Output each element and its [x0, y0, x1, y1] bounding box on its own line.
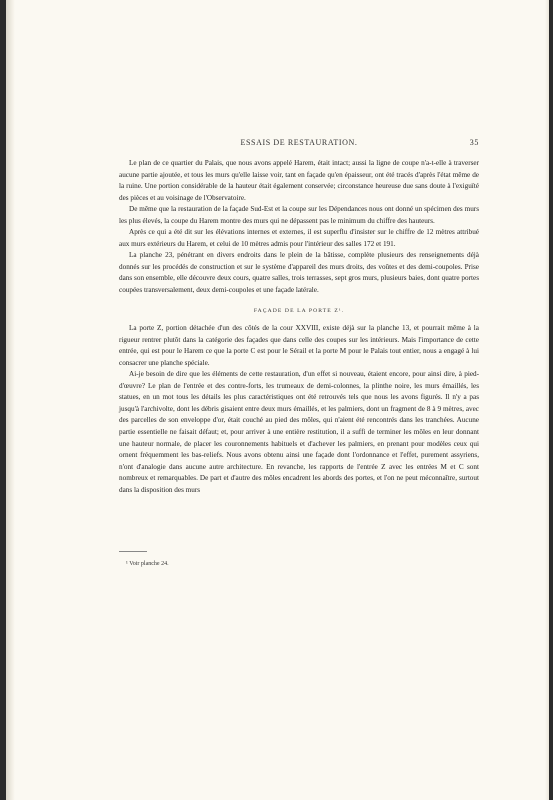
paragraph: Après ce qui a été dit sur les élévations internes et externes, il est superflu d'insister sur le chiffre de 12 mètres attribué aux murs extérieurs du Harem, et celui de 10 mètres admis pour l'intérieur des salles 172 et 191. — [119, 228, 479, 248]
book-page — [6, 0, 549, 800]
paragraph: Ai-je besoin de dire que les éléments de cette restauration, d'un effet si nouveau, étaient encore, pour ainsi dire, à pied-d'œuvre? Le plan de l'entrée et des contre-forts, les trumeaux de demi-colonnes, la plinthe noire, les murs émaillés, les statues, en un mot tous les détails les plus caractéristiques ont été retrouvés tels que nous les avons figurés. Il n'y a pas jusqu'à l'archivolte, dont les débris gisaient entre deux murs émaillés, et les palmiers, dont un fragment de 8 à 9 mètres, avec des parcelles de son enveloppe d'or, était couché au pied des môles, qui n'aient été rencontrés dans les tranchées. Aucune partie essentielle ne faisait défaut; et, pour arriver à une entière restitution, il a suffi de terminer les môles en leur donnant une hauteur normale, de placer les couronnements habituels et d'achever les palmiers, en prenant pour modèles ceux qui ornent fréquemment les bas-reliefs. Nous avons obtenu ainsi une façade dont l'ordonnance et l'effet, purement assyriens, n'ont d'analogie dans aucune autre architecture. En revanche, les rapports de l'entrée Z avec les entrées M et C sont nombreux et remarquables. De part et d'autre des môles encadrent les abords des portes, et l'on ne peut méconnaître, surtout dans la disposition des murs — [119, 370, 479, 494]
running-head — [119, 137, 479, 149]
paragraph: De même que la restauration de la façade Sud-Est et la coupe sur les Dépendances nous ont donné un spécimen des murs les plus élevés, la coupe du Harem montre des murs qui ne dépassent pas le minimum du chiffre des hauteurs. — [119, 205, 479, 225]
paragraph: Le plan de ce quartier du Palais, que nous avons appelé Harem, était intact; aussi la ligne de coupe n'a-t-elle à traverser aucune partie ajoutée, et tous les murs qu'elle laisse voir, tant en façade qu'en épaisseur, ont été tracés d'après l'état même de la ruine. Une portion considérable de la hauteur était également conservée; circonstance heureuse due sans doute à l'exiguïté des pièces et au voisinage de l'Observatoire. — [119, 159, 479, 202]
paragraph: La porte Z, portion détachée d'un des côtés de la cour XXVIII, existe déjà sur la planche 13, et pourrait même à la rigueur rentrer plutôt dans la catégorie des façades que dans celle des coupes sur les intérieurs. Mais l'importance de cette entrée, qui est pour le Harem ce que la porte C est pour le Sérail et la porte M pour le Palais tout entier, nous a engagé à lui consacrer une planche spéciale. — [119, 324, 479, 367]
footnote-divider — [119, 551, 147, 552]
paragraph: La planche 23, pénétrant en divers endroits dans le plein de la bâtisse, complète plusieurs des renseignements déjà donnés sur les procédés de construction et sur le système d'appareil des murs droits, des voûtes et des demi-coupoles. Prise dans son ensemble, elle découvre deux cours, quatre salles, trois terrasses, sept gros murs, plusieurs baies, dont quatre portes coupées transversalement, deux demi-coupoles et une façade latérale. — [119, 251, 479, 295]
running-head-title: ESSAIS DE RESTAURATION. — [240, 138, 358, 147]
page-gutter — [6, 0, 15, 800]
section-subheading: FAÇADE DE LA PORTE Z¹. — [253, 307, 345, 314]
page-number: 35 — [469, 138, 479, 147]
footnote: ¹ Voir planche 24. — [126, 561, 169, 567]
page-edge — [545, 0, 549, 800]
body-text — [119, 158, 479, 496]
